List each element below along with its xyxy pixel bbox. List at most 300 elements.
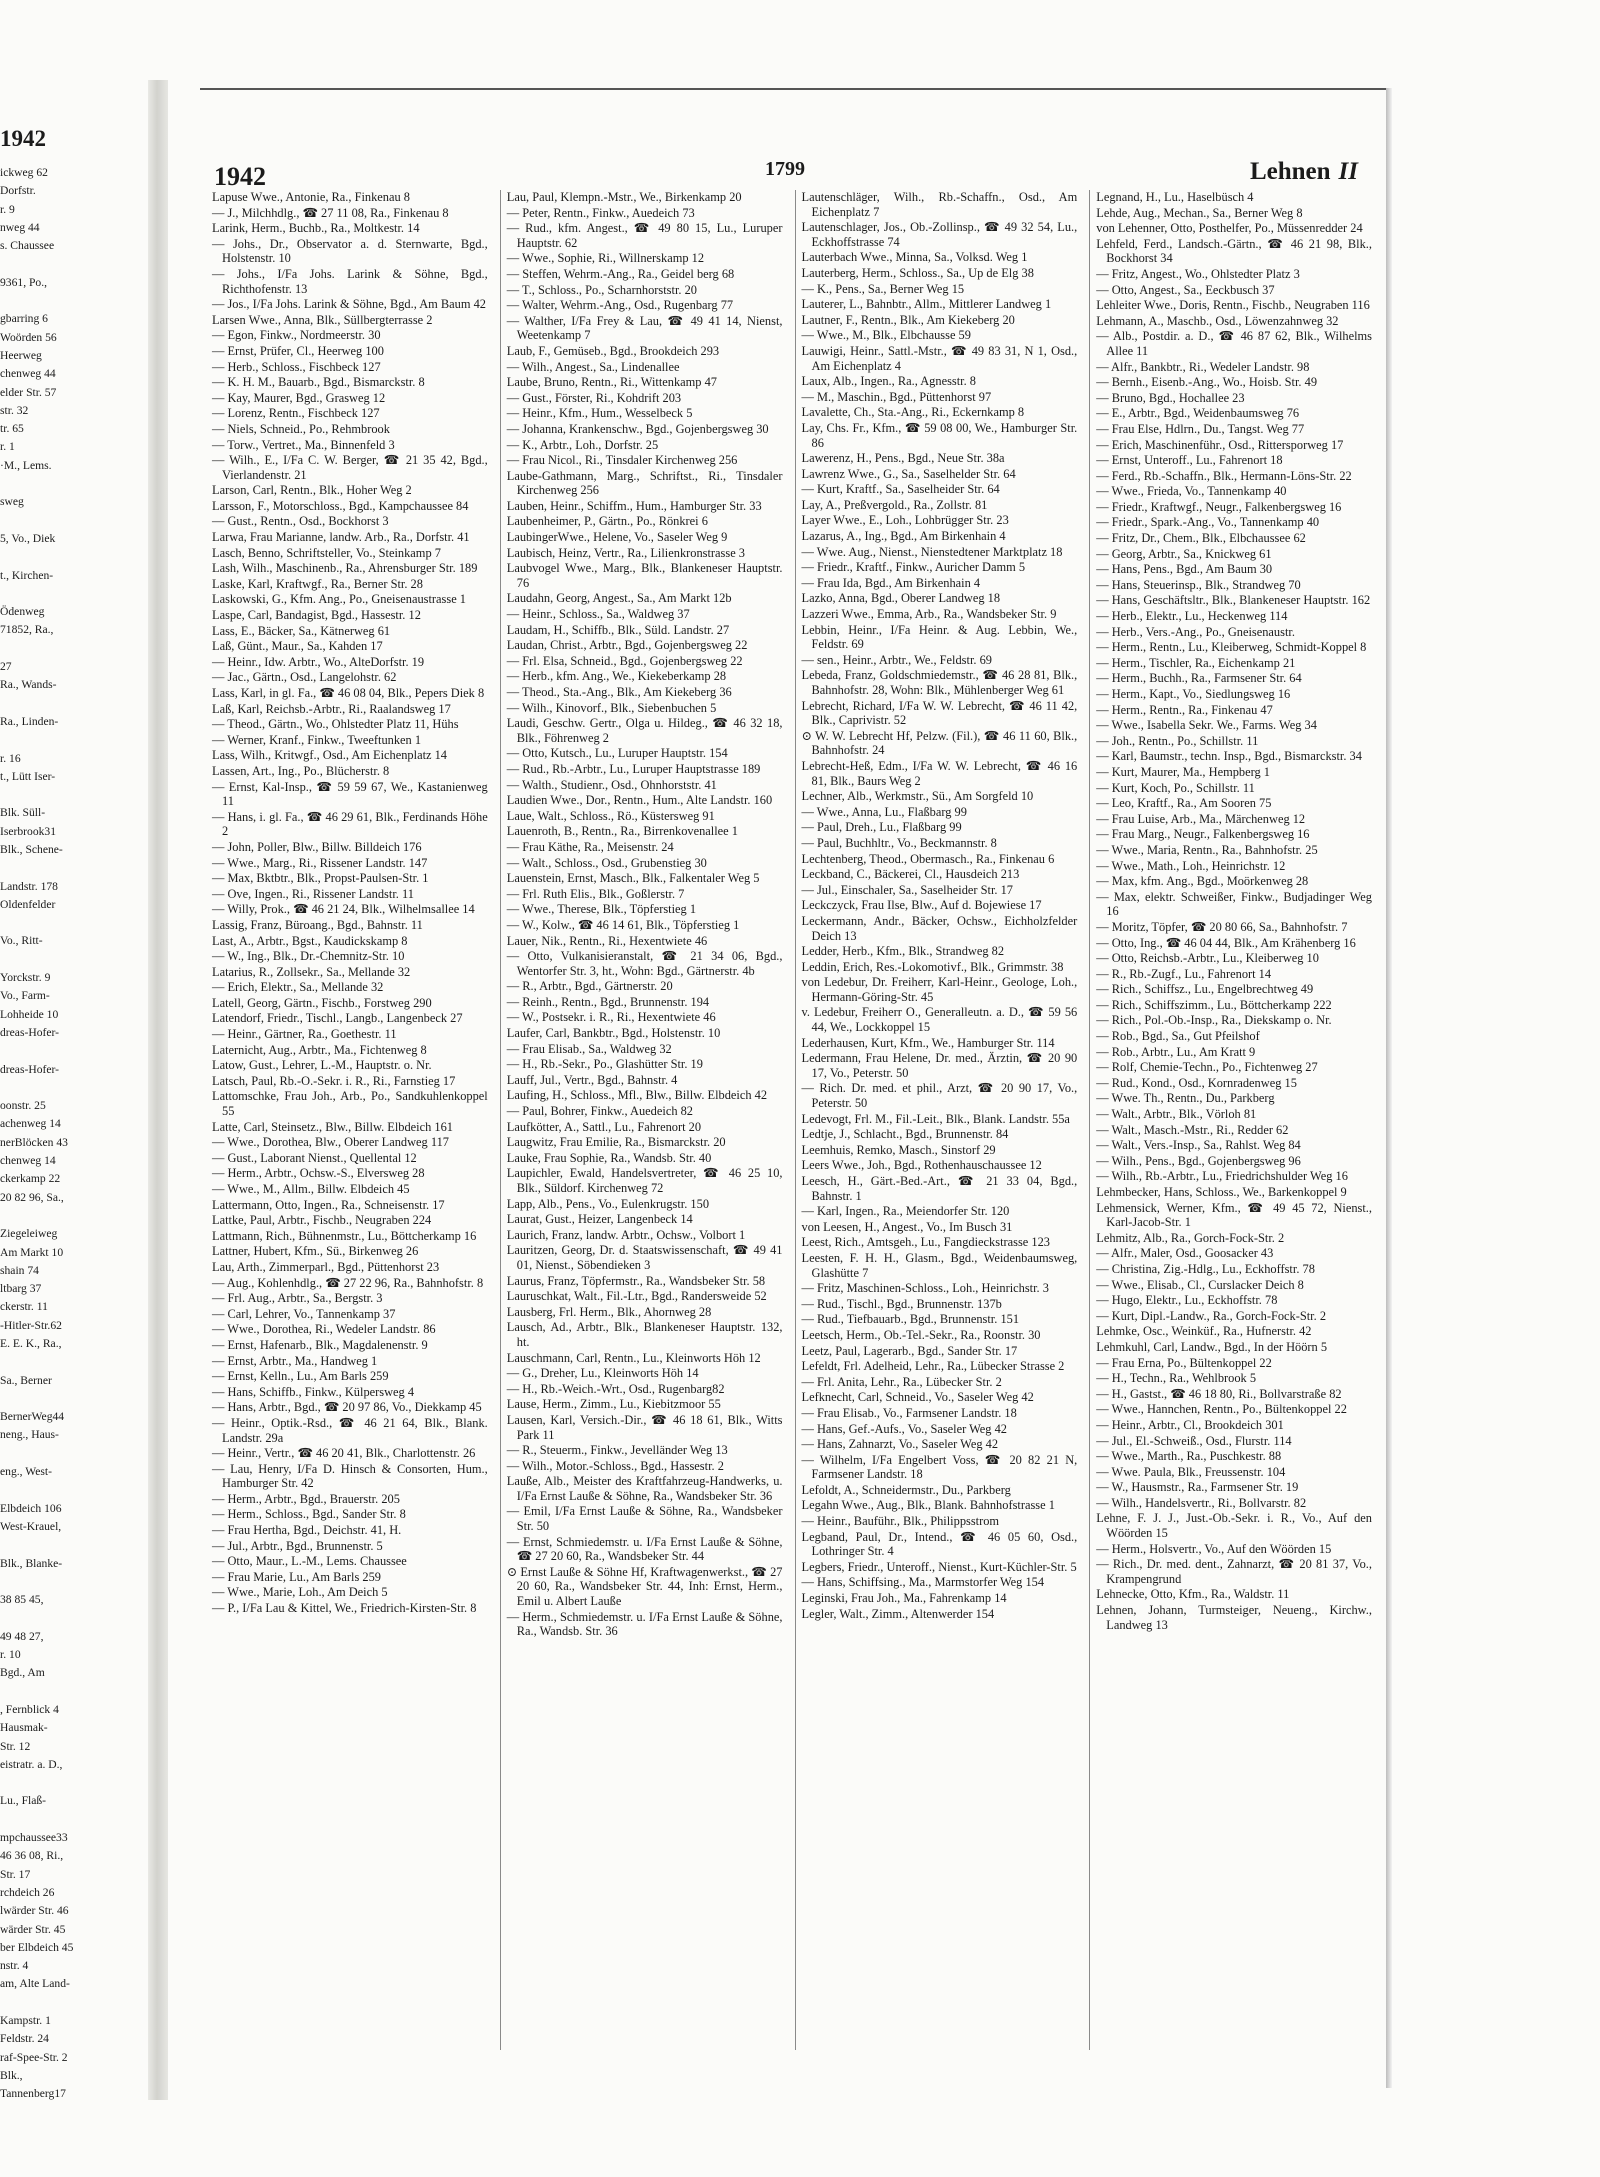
directory-entry: — Wwe., Dorothea, Ri., Wedeler Landstr. 86 [212,1322,436,1337]
directory-entry: — Frau Ida, Bgd., Am Birkenhain 4 [801,575,981,590]
adjacent-page-line: Oldenfelder [0,897,56,911]
directory-entry: Laupichler, Ewald, Handelsvertreter, ☎ 46 25 10, Blk., Süldorf. Kirchenweg 72 [506,1166,783,1195]
directory-entry: — Frau Käthe, Ra., Meisenstr. 24 [506,839,674,854]
directory-entry: Lauße, Alb., Meister des Kraftfahrzeug-Handwerks, u. I/Fa Ernst Lauße & Söhne, Ra., Wandsbeker Str. 36 [506,1474,783,1503]
adjacent-page-line [0,1481,145,1499]
directory-entry: — Wwe., Dorothea, Blw., Oberer Landweg 117 [212,1135,449,1150]
directory-entry: — Herb., Elektr., Lu., Heckenweg 114 [1096,609,1288,624]
adjacent-page-line: chenweg 44 [0,367,56,381]
directory-entry: — Rud., Kond., Osd., Kornradenweg 15 [1096,1075,1297,1090]
directory-entry: — Otto, Vulkanisieranstalt, ☎ 21 34 06, Bgd., Wentorfer Str. 3, ht., Wohn: Bgd., Gärtnerstr. 4b [506,949,783,978]
adjacent-page-line: gbarring 6 [0,312,48,326]
adjacent-page-line: t., Lütt Iser- [0,769,56,783]
directory-entry: Leginski, Frau Joh., Ma., Fahrenkamp 14 [801,1591,1007,1606]
directory-entry: — Fritz, Dr., Chem., Blk., Elbchaussee 62 [1096,531,1306,546]
adjacent-page-line: Ra., Wands- [0,678,57,692]
adjacent-page-line: 5, Vo., Diek [0,531,56,545]
directory-entry: — Ernst, Kelln., Lu., Am Barls 259 [212,1369,389,1384]
directory-entry: Larsen Wwe., Anna, Blk., Süllbergterrasse 2 [212,312,433,327]
directory-entry: — Gust., Rentn., Osd., Bockhorst 3 [212,514,389,529]
directory-entry: — Frau Hertha, Bgd., Deichstr. 41, H. [212,1523,402,1538]
directory-entry: — Frau Marg., Neugr., Falkenbergsweg 16 [1096,827,1310,842]
directory-entry: — Herm., Schmiedemstr. u. I/Fa Ernst Lauße & Söhne, Ra., Wandsb. Str. 36 [506,1609,783,1639]
directory-entry: — Wilh., Handelsvertr., Ri., Bollvarstr. 82 [1096,1495,1307,1510]
directory-entry: Lausberg, Frl. Herm., Blk., Ahornweg 28 [506,1304,712,1319]
directory-entry: Laufing, H., Schloss., Mfl., Blw., Billw. Elbdeich 42 [506,1088,768,1103]
directory-entry: — Steffen, Wehrm.-Ang., Ra., Geidel berg 68 [506,266,735,281]
directory-entry: Lash, Wilh., Maschinenb., Ra., Ahrensburger Str. 189 [212,561,478,576]
directory-entry: Latell, Georg, Gärtn., Fischb., Forstweg 290 [212,995,432,1010]
directory-entry: — Rich., Pol.-Ob.-Insp., Ra., Diekskamp o. Nr. [1096,1013,1332,1028]
directory-entry: Lazarus, A., Ing., Bgd., Am Birkenhain 4 [801,529,1006,544]
directory-entry: Lehleiter Wwe., Doris, Rentn., Fischb., Neugraben 116 [1096,298,1370,313]
directory-entry: — H., Gastst., ☎ 46 18 80, Ri., Bollvarstraße 82 [1096,1386,1342,1401]
adjacent-page-line [0,731,145,749]
adjacent-page-line: 38 85 45, [0,1593,44,1607]
directory-entry: Lauterer, L., Bahnbtr., Allm., Mittlerer Landweg 1 [801,297,1052,312]
directory-entry: — Johs., I/Fa Johs. Larink & Söhne, Bgd., Richthofenstr. 13 [212,266,488,296]
directory-entry: — Frl. Aug., Arbtr., Sa., Bergstr. 3 [212,1291,383,1306]
directory-entry: — H., Techn., Ra., Wehlbrook 5 [1096,1371,1257,1386]
adjacent-page-line: shain 74 [0,1263,39,1277]
adjacent-page-line: Sa., Berner [0,1373,52,1387]
adjacent-page-line [0,786,145,804]
directory-entry: Laske, Karl, Kraftwgf., Ra., Berner Str. 28 [212,576,423,591]
directory-entry: Lebrecht-Heß, Edm., I/Fa W. W. Lebrecht, ☎ 46 16 81, Blk., Baurs Weg 2 [801,758,1078,788]
directory-entry: Lehde, Aug., Mechan., Sa., Berner Weg 8 [1096,205,1303,220]
adjacent-page-line: BernerWeg44 [0,1410,65,1424]
directory-entry: — Wwe., Anna, Lu., Flaßbarg 99 [801,804,967,819]
directory-entry: Laue, Walt., Schloss., Rö., Küstersweg 91 [506,808,715,823]
adjacent-page-line: Ra., Linden- [0,714,59,728]
directory-entry: — Herm., Rentn., Ra., Finkenau 47 [1096,702,1273,717]
directory-entry: Lay, A., Preßvergold., Ra., Zollstr. 81 [801,497,988,512]
directory-entry: — Jac., Gärtn., Osd., Langelohstr. 62 [212,670,397,685]
directory-entry: — Frau Nicol., Ri., Tinsdaler Kirchenweg 256 [506,453,738,468]
adjacent-page-line: Vo., Farm- [0,989,50,1003]
directory-entry: — R., Steuerm., Finkw., Jevelländer Weg 13 [506,1443,728,1458]
directory-entry: — Peter, Rentn., Finkw., Auedeich 73 [506,205,695,220]
directory-entry: — Frau Marie, Lu., Am Barls 259 [212,1569,381,1584]
directory-entry: — W., Ing., Blk., Dr.-Chemnitz-Str. 10 [212,949,405,964]
adjacent-page-line: r. 9 [0,202,15,216]
adjacent-page-line: Yorckstr. 9 [0,971,51,985]
adjacent-page-line [0,1207,145,1225]
adjacent-page-line [0,548,145,566]
directory-entry: — Otto, Ing., ☎ 46 04 44, Blk., Am Krähenberg 16 [1096,935,1356,950]
directory-entry: — Ernst, Prüfer, Cl., Heerweg 100 [212,343,384,358]
directory-entry: — Gust., Laborant Nienst., Quellental 12 [212,1150,417,1165]
directory-entry: — Ernst, Kal-Insp., ☎ 59 59 67, We., Kastanienweg 11 [212,779,488,809]
directory-entry: — Wilhelm, I/Fa Engelbert Voss, ☎ 20 82 21 N, Farmsener Landstr. 18 [801,1452,1078,1482]
directory-entry: Laudam, H., Schiffb., Blk., Süld. Landstr. 27 [506,622,730,637]
adjacent-page-line: 9361, Po., [0,275,48,289]
directory-entry: — K. H. M., Bauarb., Bgd., Bismarckstr. 8 [212,375,425,390]
adjacent-page-line: 71852, Ra., [0,623,54,637]
directory-entry: — Bruno, Bgd., Hochallee 23 [1096,390,1245,405]
directory-entry: — Wilh., Motor.-Schloss., Bgd., Hassestr. 2 [506,1458,724,1473]
adjacent-page-line [0,1683,145,1701]
directory-entry: — Frau Luise, Arb., Ma., Märchenweg 12 [1096,811,1306,826]
directory-entry: — John, Poller, Blw., Billw. Billdeich 176 [212,839,422,854]
directory-entry: Lattomschke, Frau Joh., Arb., Po., Sandkuhlenkoppel 55 [212,1089,488,1119]
directory-entry: — Alb., Postdir. a. D., ☎ 46 87 62, Blk., Wilhelms Allee 11 [1096,329,1372,358]
directory-entry: — Heinr., Arbtr., Cl., Brookdeich 301 [1096,1417,1284,1432]
directory-entry: — Karl, Baumstr., techn. Insp., Bgd., Bismarckstr. 34 [1096,749,1362,764]
directory-entry: — Erich, Elektr., Sa., Mellande 32 [212,980,384,995]
directory-entry: — Fritz, Maschinen-Schloss., Loh., Heinrichstr. 3 [801,1281,1049,1296]
directory-entry: Ledder, Herb., Kfm., Blk., Strandweg 82 [801,944,1005,959]
adjacent-page-line [0,255,145,273]
directory-entry: — Rob., Arbtr., Lu., Am Kratt 9 [1096,1044,1256,1059]
adjacent-page-line: achenweg 14 [0,1117,61,1131]
directory-entry: Latendorf, Friedr., Tischl., Langb., Langenbeck 27 [212,1011,463,1026]
directory-entry: Leddin, Erich, Res.-Lokomotivf., Blk., Grimmstr. 38 [801,959,1064,974]
adjacent-page-line: Am Markt 10 [0,1245,64,1259]
directory-entry: — Aug., Kohlenhdlg., ☎ 27 22 96, Ra., Bahnhofstr. 8 [212,1275,484,1290]
directory-entry: — K., Arbtr., Loh., Dorfstr. 25 [506,437,659,452]
adjacent-page-line: s. Chaussee [0,239,55,253]
directory-entry: Lautenschläger, Wilh., Rb.-Schaffn., Osd., Am Eichenplatz 7 [801,190,1078,219]
directory-entry: Lausen, Karl, Versich.-Dir., ☎ 46 18 61, Blk., Witts Park 11 [506,1412,783,1442]
directory-entry: — Hans, Steuerinsp., Blk., Strandweg 70 [1096,577,1301,592]
directory-entry: — Georg, Arbtr., Sa., Knickweg 61 [1096,546,1272,561]
adjacent-page-line: rchdeich 26 [0,1885,55,1899]
directory-entry: — Wwe., Hannchen, Rentn., Po., Bültenkoppel 22 [1096,1402,1347,1417]
directory-entry: Laurich, Franz, landw. Arbtr., Ochsw., Volbort 1 [506,1227,746,1242]
adjacent-page-line: r. 10 [0,1648,21,1662]
directory-entry: — Frau Elisab., Vo., Farmsener Landstr. 18 [801,1405,1017,1420]
directory-entry: — Niels, Schneid., Po., Rehmbrook [212,421,390,436]
directory-entry: Lefoldt, A., Schneidermstr., Du., Parkberg [801,1482,1011,1497]
directory-entry: — Carl, Lehrer, Vo., Tannenkamp 37 [212,1306,396,1321]
directory-entry: — P., I/Fa Lau & Kittel, We., Friedrich-Kirsten-Str. 8 [212,1601,477,1616]
directory-entry: — Willy, Prok., ☎ 46 21 24, Blk., Wilhelmsallee 14 [212,902,475,917]
directory-entry: — Egon, Finkw., Nordmeerstr. 30 [212,328,381,343]
directory-entry: — Wwe., Maria, Rentn., Ra., Bahnhofstr. 25 [1096,842,1318,857]
directory-column-1 [212,190,488,2050]
directory-entry: Leers Wwe., Joh., Bgd., Rothenhauschaussee 12 [801,1158,1042,1173]
directory-entry: — Wwe. Paula, Blk., Freussenstr. 104 [1096,1464,1286,1479]
directory-entry: — Ernst, Hafenarb., Blk., Magdalenenstr. 9 [212,1337,428,1352]
directory-entry: — Rich., Schiffszimm., Lu., Böttcherkamp 222 [1096,997,1332,1012]
directory-entry: Lass, Wilh., Kritwgf., Osd., Am Eichenplatz 14 [212,748,448,763]
directory-entry: — Ferd., Rb.-Schaffn., Blk., Hermann-Löns-Str. 22 [1096,468,1352,483]
adjacent-page-line [0,1079,145,1097]
directory-entry: Ledevogt, Frl. M., Fil.-Leit., Blk., Blank. Landstr. 55a [801,1111,1070,1126]
directory-entry: Leemhuis, Remko, Masch., Sinstorf 29 [801,1142,996,1157]
directory-entry: — Friedr., Kraftf., Finkw., Auricher Damm 5 [801,560,1026,575]
directory-entry: Lauwigi, Heinr., Sattl.-Mstr., ☎ 49 83 31, N 1, Osd., Am Eichenplatz 4 [801,343,1078,373]
directory-entry: — Hans, i. gl. Fa., ☎ 46 29 61, Blk., Ferdinands Höhe 2 [212,809,488,839]
directory-entry: — Wwe., Isabella Sekr. We., Farms. Weg 34 [1096,718,1317,733]
directory-entry: Laternicht, Aug., Arbtr., Ma., Fichtenweg 8 [212,1042,427,1057]
directory-entry: — Herm., Tischler, Ra., Eichenkamp 21 [1096,655,1296,670]
directory-entry: — Ernst, Arbtr., Ma., Handweg 1 [212,1353,378,1368]
directory-entry: — M., Maschin., Bgd., Püttenhorst 97 [801,389,992,404]
directory-entry: — Herm., Arbtr., Bgd., Brauerstr. 205 [212,1491,400,1506]
directory-entry: — Max, Bktbtr., Blk., Propst-Paulsen-Str. 1 [212,871,429,886]
adjacent-page-line [0,951,145,969]
directory-entry: — Wwe., Elisab., Cl., Curslacker Deich 8 [1096,1277,1304,1292]
adjacent-page-line: 49 48 27, [0,1629,44,1643]
directory-entry: Latte, Carl, Steinsetz., Blw., Billw. Elbdeich 161 [212,1119,453,1134]
directory-entry: — Torw., Vertret., Ma., Binnenfeld 3 [212,437,395,452]
directory-entry: — Wwe. Aug., Nienst., Nienstedtener Marktplatz 18 [801,544,1063,559]
directory-entry: Lehne, F. J. J., Just.-Ob.-Sekr. i. R., Vo., Auf den Wöörden 15 [1096,1511,1372,1541]
directory-entry: von Leesen, H., Angest., Vo., Im Busch 31 [801,1219,1013,1234]
adjacent-page-line: wärder Str. 45 [0,1922,66,1936]
directory-entry: — Paul, Bohrer, Finkw., Auedeich 82 [506,1104,694,1119]
directory-entry: — Rud., Tischl., Bgd., Brunnenstr. 137b [801,1296,1002,1311]
directory-entry: Lauritzen, Georg, Dr. d. Staatswissenschaft, ☎ 49 41 01, Nienst., Söbendieken 3 [506,1243,783,1272]
directory-entry: — Frau Elisab., Sa., Waldweg 32 [506,1041,672,1056]
directory-entry: — Wwe. Th., Rentn., Du., Parkberg [1096,1091,1275,1106]
directory-columns [212,190,1372,2050]
directory-entry: — Hans, Gef.-Aufs., Vo., Saseler Weg 42 [801,1421,1007,1436]
directory-entry: — Alfr., Bankbtr., Ri., Wedeler Landstr. 98 [1096,359,1310,374]
directory-entry: Leesch, H., Gärt.-Bed.-Art., ☎ 21 33 04, Bgd., Bahnstr. 1 [801,1174,1078,1203]
adjacent-page-line: 46 36 08, Ri., [0,1849,64,1863]
directory-entry: — Johanna, Krankenschw., Bgd., Gojenbergsweg 30 [506,421,769,436]
directory-entry: Lassen, Art., Ing., Po., Blücherstr. 8 [212,763,390,778]
page-year: 1942 [214,162,266,191]
adjacent-page-line: r. 1 [0,440,15,454]
directory-entry: — Jul., Einschaler, Sa., Saselheider Str. 17 [801,882,1013,897]
directory-entry: Lebbin, Heinr., I/Fa Heinr. & Aug. Lebbin, We., Feldstr. 69 [801,622,1078,652]
directory-entry: — Friedr., Kraftwgf., Neugr., Falkenbergsweg 16 [1096,499,1342,514]
directory-entry: Lass, Karl, in gl. Fa., ☎ 46 08 04, Blk., Pepers Diek 8 [212,686,485,700]
directory-entry: — Walt., Arbtr., Blk., Vörloh 81 [1096,1107,1257,1122]
directory-entry: — Frl. Anita, Lehr., Ra., Lübecker Str. 2 [801,1374,1002,1389]
directory-entry: — Ernst, Schmiedemstr. u. I/Fa Ernst Lauße & Söhne, ☎ 27 20 60, Ra., Wandsbeker Str. 44 [506,1534,783,1564]
adjacent-page-line: -Hitler-Str.62 [0,1318,62,1332]
directory-entry: — Kurt, Maurer, Ma., Hempberg 1 [1096,764,1270,779]
directory-entry: — Kurt, Kraftf., Sa., Saselheider Str. 64 [801,482,1000,497]
directory-entry: Laube, Bruno, Rentn., Ri., Wittenkamp 47 [506,375,717,390]
adjacent-page-line: Landstr. 178 [0,879,58,893]
directory-entry: — Erich, Maschinenführ., Osd., Rittersporweg 17 [1096,437,1344,452]
directory-entry: — Hans, Geschäftsltr., Blk., Blankeneser Hauptstr. 162 [1096,593,1371,608]
adjacent-page-line: t., Kirchen- [0,568,54,582]
directory-entry: Ledermann, Frau Helene, Dr. med., Ärztin, ☎ 20 90 17, Vo., Peterstr. 50 [801,1051,1078,1080]
directory-entry: Lay, Chs. Fr., Kfm., ☎ 59 08 00, We., Hamburger Str. 86 [801,420,1078,450]
directory-entry: — Ove, Ingen., Ri., Rissener Landstr. 11 [212,886,414,901]
adjacent-page-line: chenweg 14 [0,1154,56,1168]
adjacent-page-line [0,1536,145,1554]
directory-entry: Lattke, Paul, Arbtr., Fischb., Neugraben 224 [212,1213,432,1228]
directory-entry: — Otto, Maur., L.-M., Lems. Chaussee [212,1554,407,1569]
adjacent-page-line: Ziegeleiweg [0,1227,58,1241]
directory-entry: — Frau Else, Hdlrn., Du., Tangst. Weg 77 [1096,421,1305,436]
book-gutter [148,80,168,2100]
directory-entry: — Herm., Rentn., Lu., Kleiberweg, Schmidt-Koppel 8 [1096,640,1367,655]
directory-entry: Lazzeri Wwe., Emma, Arb., Ra., Wandsbeker Str. 9 [801,607,1057,622]
directory-entry: Laubisch, Heinz, Vertr., Ra., Lilienkronstrasse 3 [506,545,745,560]
directory-entry: Laudi, Geschw. Gertr., Olga u. Hildeg., ☎ 46 32 18, Blk., Föhrenweg 2 [506,716,783,745]
directory-entry: — Herm., Kapt., Vo., Siedlungsweg 16 [1096,687,1291,701]
volume-label: II [1338,158,1358,185]
directory-entry: Leckczyck, Frau Ilse, Blw., Auf d. Bojewiese 17 [801,898,1042,913]
adjacent-page-line: Tannenberg17 [0,2087,66,2101]
directory-entry: — Herm., Schloss., Bgd., Sander Str. 8 [212,1507,406,1522]
directory-entry: — W., Postsekr. i. R., Ri., Hexentwiete 46 [506,1010,716,1025]
directory-entry: — Walt., Masch.-Mstr., Ri., Redder 62 [1096,1122,1289,1137]
directory-entry: — Heinr., Kfm., Hum., Wesselbeck 5 [506,406,693,421]
directory-entry: Lehmitz, Alb., Ra., Gorch-Fock-Str. 2 [1096,1230,1285,1245]
directory-entry: — Wwe., Therese, Blk., Töpferstieg 1 [506,902,697,917]
adjacent-page-line: Vo., Ritt- [0,934,43,948]
directory-entry: — Hans, Arbtr., Bgd., ☎ 20 97 86, Vo., Diekkamp 45 [212,1400,482,1415]
directory-entry: Laudan, Christ., Arbtr., Bgd., Gojenbergsweg 22 [506,638,748,653]
directory-entry: Laspe, Carl, Bandagist, Bgd., Hassestr. 12 [212,608,421,623]
adjacent-page-line: ckerkamp 22 [0,1172,61,1186]
directory-entry: — Herb., Vers.-Ang., Po., Gneisenaustr. [1096,624,1295,639]
directory-entry: Laudahn, Georg, Angest., Sa., Am Markt 12b [506,591,732,606]
directory-entry: — E., Arbtr., Bgd., Weidenbaumsweg 76 [1096,406,1300,421]
directory-entry: — Rud., Rb.-Arbtr., Lu., Luruper Hauptstrasse 189 [506,761,761,776]
page-edge [1386,88,1392,2088]
adjacent-page-line: West-Krauel, [0,1519,62,1533]
adjacent-page-line: raf-Spee-Str. 2 [0,2050,68,2064]
directory-entry: Lechner, Alb., Werkmstr., Sü., Am Sorgfeld 10 [801,789,1034,804]
adjacent-page-line: ber Elbdeich 45 [0,1940,74,1954]
directory-entry: Lauruschkat, Walt., Fil.-Ltr., Bgd., Randersweide 52 [506,1289,767,1304]
directory-entry: — sen., Heinr., Arbtr., We., Feldstr. 69 [801,652,992,667]
adjacent-page-line [0,1573,145,1591]
adjacent-page-line: sweg [0,495,24,509]
directory-entry: — Johs., Dr., Observator a. d. Sternwarte, Bgd., Holstenstr. 10 [212,236,488,266]
directory-entry: Leetz, Paul, Lagerarb., Bgd., Sander Str. 17 [801,1343,1018,1358]
directory-entry: Lattermann, Otto, Ingen., Ra., Schneisenstr. 17 [212,1197,445,1212]
directory-entry: Lehnecke, Otto, Kfm., Ra., Waldstr. 11 [1096,1587,1290,1602]
adjacent-page-line: elder Str. 57 [0,385,57,399]
directory-entry: — Wwe., Marie, Loh., Am Deich 5 [212,1585,388,1600]
directory-entry: — Rich. Dr. med. et phil., Arzt, ☎ 20 90 17, Vo., Peterstr. 50 [801,1081,1078,1111]
directory-entry: Lazko, Anna, Bgd., Oberer Landweg 18 [801,591,1001,606]
directory-entry: — Hans, Schiffsing., Ma., Marmstorfer Weg 154 [801,1575,1045,1590]
directory-entry: — Moritz, Töpfer, ☎ 20 80 66, Sa., Bahnhofstr. 7 [1096,919,1348,934]
directory-entry: — Hans, Zahnarzt, Vo., Saseler Weg 42 [801,1437,999,1452]
directory-entry: — Rich., Dr. med. dent., Zahnarzt, ☎ 20 81 37, Vo., Krampengrund [1096,1557,1372,1586]
directory-entry: Larsson, F., Motorschloss., Bgd., Kampchaussee 84 [212,498,469,513]
directory-column-3 [795,190,1078,2050]
adjacent-page-line: dreas-Hofer- [0,1025,59,1039]
directory-entry: Lehmensick, Werner, Kfm., ☎ 49 45 72, Nienst., Karl-Jacob-Str. 1 [1096,1200,1372,1230]
directory-entry: — Theod., Sta.-Ang., Blk., Am Kiekeberg 36 [506,685,732,699]
directory-entry: Laubenheimer, P., Gärtn., Po., Rönkrei 6 [506,514,708,529]
directory-entry: — Frau Erna, Po., Bültenkoppel 22 [1096,1355,1272,1370]
adjacent-page-line: Blk., Schene- [0,842,63,856]
adjacent-page-line: nerBlöcken 43 [0,1135,68,1149]
adjacent-page-line: 27 [0,660,12,674]
directory-entry: Lau, Paul, Klempn.-Mstr., We., Birkenkamp 20 [506,190,742,204]
directory-entry: — Otto, Reichsb.-Arbtr., Lu., Kleiberweg 10 [1096,951,1319,966]
directory-entry: — Wilh., E., I/Fa C. W. Berger, ☎ 21 35 42, Bgd., Vierlandenstr. 21 [212,453,488,482]
directory-entry: — Jul., Arbtr., Bgd., Brunnenstr. 5 [212,1538,383,1553]
directory-entry: — Frl. Elsa, Schneid., Bgd., Gojenbergsweg 22 [506,653,743,668]
adjacent-page-line [0,292,145,310]
directory-entry: — Wilh., Rb.-Arbtr., Lu., Friedrichshulder Weg 16 [1096,1169,1348,1184]
directory-entry: Lebrecht, Richard, I/Fa W. W. Lebrecht, ☎ 46 11 42, Blk., Caprivistr. 52 [801,698,1078,728]
adjacent-page-line: nweg 44 [0,220,40,234]
adjacent-page-line: am, Alte Land- [0,1977,70,1991]
adjacent-page-line [0,914,145,932]
directory-entry: LaubingerWwe., Helene, Vo., Saseler Weg 9 [506,530,728,545]
directory-entry: Lawrenz Wwe., G., Sa., Saselhelder Str. 64 [801,466,1016,481]
adjacent-page-line [0,1042,145,1060]
page-header [200,152,1370,191]
directory-entry: — Hugo, Elektr., Lu., Eckhoffstr. 78 [1096,1293,1278,1308]
directory-entry: Leetsch, Herm., Ob.-Tel.-Sekr., Ra., Roonstr. 30 [801,1327,1041,1342]
directory-entry: — Herm., Buchh., Ra., Farmsener Str. 64 [1096,671,1302,686]
directory-entry: — Max, kfm. Ang., Bgd., Moörkenweg 28 [1096,874,1309,889]
adjacent-page-line [0,585,145,603]
directory-column-2 [500,190,783,2050]
adjacent-page-line: Kampstr. 1 [0,2013,51,2027]
directory-entry: — Rud., kfm. Angest., ☎ 49 80 15, Lu., Luruper Hauptstr. 62 [506,221,783,250]
adjacent-page-line: eng., West- [0,1465,52,1479]
adjacent-page-sliver [0,120,145,2101]
adjacent-page-line: ickweg 62 [0,166,48,179]
directory-entry: — Wilh., Pens., Bgd., Gojenbergsweg 96 [1096,1153,1301,1168]
directory-entry: — Theod., Gärtn., Wo., Ohlstedter Platz 11, Hühs [212,717,459,732]
directory-entry: — Wwe., Marth., Ra., Puschkestr. 88 [1096,1449,1282,1464]
directory-entry: — Kay, Maurer, Bgd., Grasweg 12 [212,390,386,405]
directory-entry: Lauke, Frau Sophie, Ra., Wandsb. Str. 40 [506,1150,712,1165]
directory-entry: — Walth., Studienr., Osd., Ohnhorststr. 41 [506,777,717,792]
directory-entry: Larwa, Frau Marianne, landw. Arb., Ra., Dorfstr. 41 [212,530,470,545]
directory-entry: — Karl, Ingen., Ra., Meiendorfer Str. 120 [801,1204,1010,1219]
adjacent-page-line: ·M., Lems. [0,458,52,472]
directory-entry: Lefeldt, Frl. Adelheid, Lehr., Ra., Lübecker Strasse 2 [801,1359,1065,1374]
adjacent-page-lines [0,164,145,2103]
directory-entry: — Otto, Angest., Sa., Eeckbusch 37 [1096,282,1275,297]
adjacent-page-line [0,475,145,493]
directory-entry: — Kurt, Koch, Po., Schillstr. 11 [1096,780,1255,795]
directory-entry: Lauer, Nik., Rentn., Ri., Hexentwiete 46 [506,933,708,948]
adjacent-page-line: Blk. Süll- [0,806,46,820]
directory-entry: Lauenstein, Ernst, Masch., Blk., Falkentaler Weg 5 [506,871,760,886]
directory-entry: — H., Rb.-Weich.-Wrt., Osd., Rugenbarg82 [506,1381,725,1396]
directory-entry: — Jul., El.-Schweiß., Osd., Flurstr. 114 [1096,1433,1292,1448]
directory-entry: — H., Rb.-Sekr., Po., Glashütter Str. 19 [506,1057,703,1072]
directory-entry: — Wwe., Marg., Ri., Rissener Landstr. 147 [212,855,428,870]
directory-entry: — Ernst, Unteroff., Lu., Fahrenort 18 [1096,453,1283,468]
directory-entry: Legnand, H., Lu., Haselbüsch 4 [1096,190,1254,204]
directory-entry: Lauenroth, B., Rentn., Ra., Birrenkovenallee 1 [506,824,738,839]
directory-entry: Leest, Rich., Amtsgeh., Lu., Fangdieckstrasse 123 [801,1235,1050,1250]
directory-entry: Lau, Arth., Zimmerparl., Bgd., Püttenhorst 23 [212,1259,440,1274]
adjacent-page-line: Blk., Blanke- [0,1556,63,1570]
directory-entry: Laub, F., Gemüseb., Bgd., Brookdeich 293 [506,343,720,358]
directory-entry: Lass, E., Bäcker, Sa., Kätnerweg 61 [212,623,391,638]
directory-entry: Lauterbach Wwe., Minna, Sa., Volksd. Weg 1 [801,250,1028,265]
adjacent-page-line: lwärder Str. 46 [0,1904,69,1918]
directory-entry: Legahn Wwe., Aug., Blk., Blank. Bahnhofstrasse 1 [801,1498,1055,1513]
directory-entry: — R., Arbtr., Bgd., Gärtnerstr. 20 [506,979,673,994]
directory-entry: Lapp, Alb., Pens., Vo., Eulenkrugstr. 150 [506,1196,710,1211]
directory-entry: — Herb., kfm. Ang., We., Kiekeberkamp 28 [506,669,727,684]
adjacent-page-line: dreas-Hofer- [0,1062,59,1076]
directory-entry: Laurat, Gust., Heizer, Langenbeck 14 [506,1212,693,1227]
adjacent-page-line [0,1353,145,1371]
directory-entry: v. Ledebur, Freiherr O., Generalleutn. a. D., ☎ 59 56 44, We., Lockkoppel 15 [801,1005,1078,1035]
adjacent-page-line: str. 32 [0,403,29,417]
directory-entry: Lattner, Hubert, Kfm., Sü., Birkenweg 26 [212,1244,419,1259]
directory-entry: Larson, Carl, Rentn., Blk., Hoher Weg 2 [212,483,412,498]
adjacent-page-line: Iserbrook31 [0,824,57,838]
